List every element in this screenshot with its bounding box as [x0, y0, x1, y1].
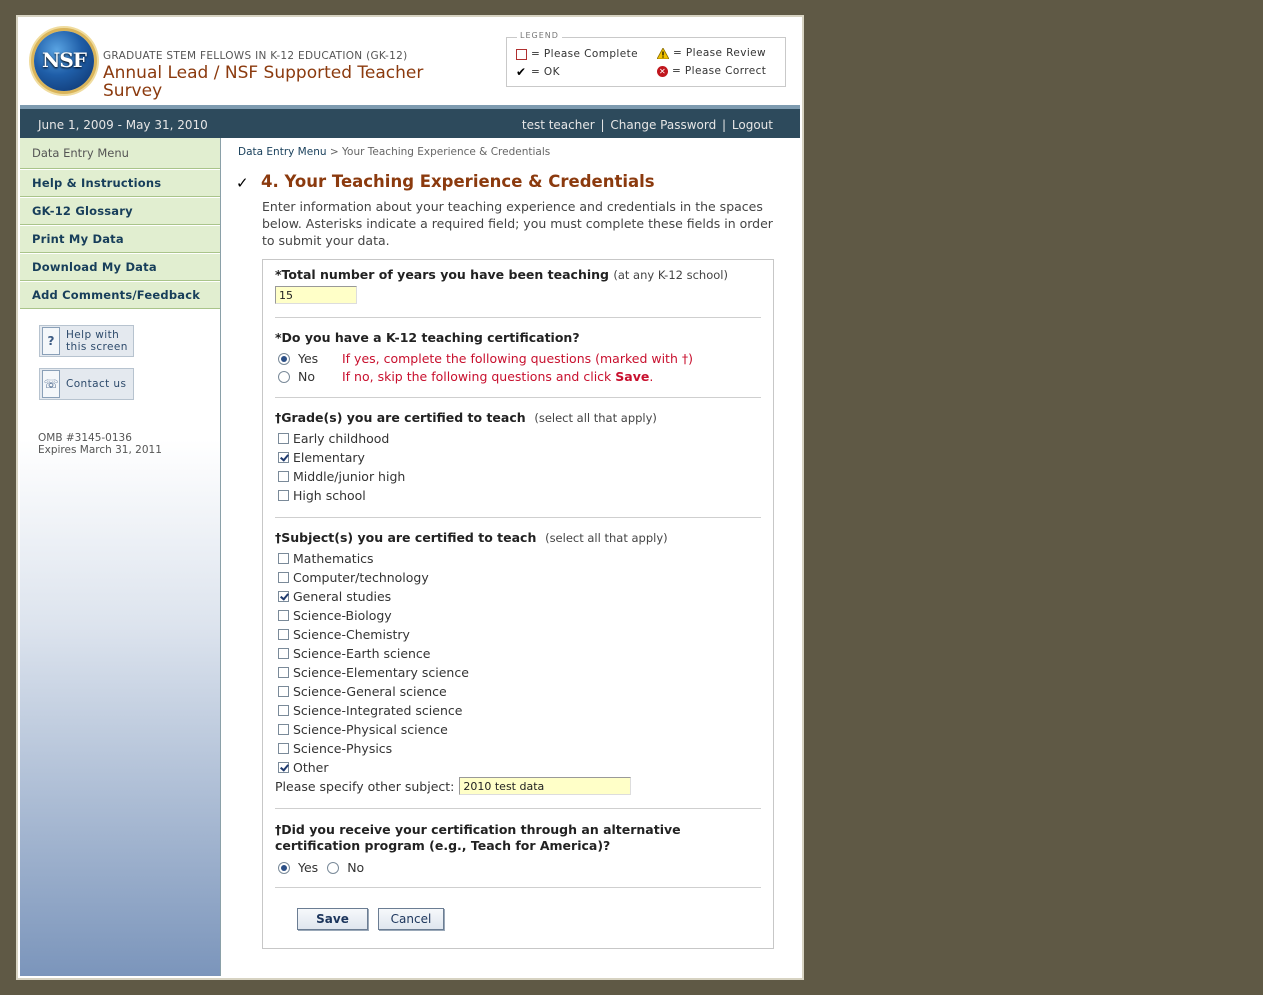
subject-label: Science-Physics: [293, 741, 393, 756]
subject-label: Science-Chemistry: [293, 627, 410, 642]
alt-cert-options: [278, 860, 364, 875]
divider: [275, 317, 761, 318]
certification-no-radio[interactable]: [278, 371, 290, 383]
question-certification: [275, 330, 761, 384]
legend-title: LEGEND: [517, 31, 562, 40]
grade-option[interactable]: [278, 469, 405, 484]
certification-yes-radio[interactable]: [278, 353, 290, 365]
legend-please-complete: [516, 48, 638, 60]
logout-link[interactable]: Logout: [731, 118, 773, 132]
question-years-teaching: [275, 267, 761, 283]
no-instruction: [342, 369, 653, 384]
breadcrumb: [238, 146, 550, 158]
subject-checkbox[interactable]: [278, 686, 289, 697]
user-nav: [522, 118, 773, 132]
grade-checkbox[interactable]: [278, 490, 289, 501]
sidebar-item-print-data[interactable]: Print My Data: [20, 226, 220, 253]
divider: [275, 397, 761, 398]
legend-ok: [516, 65, 560, 79]
contact-label: Contact us: [66, 378, 127, 390]
grade-label: Early childhood: [293, 431, 390, 446]
subject-option[interactable]: [278, 684, 447, 699]
subject-checkbox[interactable]: [278, 572, 289, 583]
question-subjects: [275, 530, 761, 794]
logo-text: NSF: [42, 48, 86, 72]
certification-no-option[interactable]: [278, 369, 653, 384]
question-hint: (at any K-12 school): [613, 268, 728, 282]
contact-us-button[interactable]: [39, 368, 134, 400]
subject-option[interactable]: [278, 760, 329, 775]
subject-checkbox[interactable]: [278, 629, 289, 640]
legend: [506, 31, 786, 87]
section-complete-check-icon: ✓: [236, 174, 249, 192]
no-instruction-save: Save: [615, 369, 650, 384]
subject-option[interactable]: [278, 703, 462, 718]
subject-checkbox[interactable]: [278, 553, 289, 564]
subject-option[interactable]: [278, 646, 431, 661]
yes-instruction: If yes, complete the following questions (marked with †): [342, 351, 693, 366]
sidebar-item-help-instructions[interactable]: Help & Instructions: [20, 170, 220, 197]
grade-checkbox[interactable]: [278, 452, 289, 463]
omb-expires: Expires March 31, 2011: [38, 444, 162, 456]
menu-title: Data Entry Menu: [20, 138, 220, 169]
subject-label: Science-Earth science: [293, 646, 431, 661]
grade-label: High school: [293, 488, 366, 503]
other-subject-input[interactable]: [459, 777, 631, 795]
program-name: GRADUATE STEM FELLOWS IN K-12 EDUCATION (GK-12): [103, 50, 408, 62]
subject-label: Computer/technology: [293, 570, 429, 585]
sidebar-item-add-comments[interactable]: Add Comments/Feedback: [20, 282, 220, 309]
alt-cert-yes-radio[interactable]: [278, 862, 290, 874]
help-with-screen-button[interactable]: [39, 325, 134, 357]
subject-option[interactable]: [278, 589, 391, 604]
nav-separator: |: [722, 118, 727, 132]
help-icon: ?: [42, 327, 60, 355]
subject-checkbox[interactable]: [278, 743, 289, 754]
subject-checkbox[interactable]: [278, 648, 289, 659]
page-intro: Enter information about your teaching experience and credentials in the spaces below. Asterisks indicate a required field; you must complete these fields in order to submit your data.: [262, 199, 773, 248]
grade-label: Middle/junior high: [293, 469, 406, 484]
sidebar-item-glossary[interactable]: GK-12 Glossary: [20, 198, 220, 225]
grade-option[interactable]: [278, 488, 366, 503]
top-bar: [20, 105, 800, 138]
page-frame: [16, 15, 804, 980]
grade-option[interactable]: [278, 431, 389, 446]
legend-ok-text: = OK: [531, 66, 560, 78]
legend-complete-text: = Please Complete: [531, 48, 638, 60]
divider: [275, 808, 761, 809]
question-label: [275, 530, 761, 546]
subject-label: Science-Physical science: [293, 722, 448, 737]
survey-title: Annual Lead / NSF Supported Teacher Survey: [103, 63, 424, 101]
subject-checkbox[interactable]: [278, 705, 289, 716]
certification-yes-option[interactable]: [278, 351, 693, 366]
subject-option[interactable]: [278, 665, 469, 680]
user-name-link[interactable]: test teacher: [521, 118, 595, 132]
subject-label: Other: [293, 760, 329, 775]
other-subject-row: [275, 777, 631, 795]
subject-option[interactable]: [278, 570, 429, 585]
sidebar-item-download-data[interactable]: Download My Data: [20, 254, 220, 281]
question-hint: (select all that apply): [545, 531, 668, 545]
subject-checkbox[interactable]: [278, 762, 289, 773]
yes-label: Yes: [298, 351, 319, 366]
subject-label: Science-Elementary science: [293, 665, 469, 680]
warning-icon: [657, 48, 669, 59]
nav-separator: |: [600, 118, 605, 132]
question-label-text: †Grade(s) you are certified to teach: [275, 410, 526, 425]
subject-label: Science-Biology: [293, 608, 392, 623]
survey-form: [262, 259, 774, 949]
omb-info: [38, 432, 162, 456]
question-grades: [275, 410, 761, 503]
question-hint: (select all that apply): [534, 411, 657, 425]
subject-checkbox[interactable]: [278, 724, 289, 735]
legend-please-review: [657, 47, 766, 59]
phone-icon: ☏: [42, 370, 60, 398]
grade-label: Elementary: [293, 450, 365, 465]
legend-review-text: = Please Review: [673, 47, 767, 59]
subject-label: Science-Integrated science: [293, 703, 463, 718]
subject-checkbox[interactable]: [278, 667, 289, 678]
legend-please-correct: [657, 65, 766, 77]
alt-cert-yes-label: Yes: [298, 860, 319, 875]
breadcrumb-root-link[interactable]: Data Entry Menu: [238, 146, 327, 158]
alt-cert-no-radio[interactable]: [327, 862, 339, 874]
grade-checkbox[interactable]: [278, 471, 289, 482]
breadcrumb-separator: >: [329, 146, 339, 158]
question-label: *Do you have a K-12 teaching certification?: [275, 330, 580, 345]
header: [20, 19, 800, 105]
question-label: †Did you receive your certification through an alternative certification program (e.g., Teach for America)?: [275, 822, 681, 853]
main-content: [220, 138, 800, 976]
no-label: No: [298, 369, 315, 384]
help-button-label: [66, 329, 128, 353]
subject-label: Science-General science: [293, 684, 447, 699]
subject-checkbox[interactable]: [278, 610, 289, 621]
cancel-button[interactable]: Cancel: [378, 908, 444, 930]
omb-number: OMB #3145-0136: [38, 432, 132, 444]
help-line-1: Help with: [66, 329, 120, 341]
subject-option[interactable]: [278, 722, 448, 737]
please-complete-icon: [516, 49, 527, 60]
change-password-link[interactable]: Change Password: [610, 118, 717, 132]
divider: [275, 887, 761, 888]
question-label-text: *Total number of years you have been teaching: [275, 267, 609, 282]
error-icon: ✕: [658, 66, 667, 76]
breadcrumb-current: Your Teaching Experience & Credentials: [342, 146, 551, 158]
sidebar: [20, 138, 221, 976]
date-range: June 1, 2009 - May 31, 2010: [38, 118, 208, 132]
nsf-logo: [34, 31, 94, 91]
subject-checkbox[interactable]: [278, 591, 289, 602]
subject-label: Mathematics: [293, 551, 374, 566]
help-line-2: this screen: [66, 341, 128, 353]
question-alternative-certification: [275, 822, 761, 875]
subject-option[interactable]: [278, 608, 392, 623]
subject-option[interactable]: [278, 741, 392, 756]
no-instruction-end: .: [649, 369, 654, 384]
question-label: [275, 410, 761, 426]
question-label-text: †Subject(s) you are certified to teach: [275, 530, 537, 545]
subject-option[interactable]: [278, 551, 374, 566]
divider: [275, 517, 761, 518]
page-title: 4. Your Teaching Experience & Credentials: [261, 172, 655, 191]
check-icon: ✔: [516, 65, 527, 79]
alt-cert-no-label: No: [347, 860, 365, 875]
save-button[interactable]: Save: [297, 908, 368, 930]
question-label: [275, 267, 761, 283]
legend-correct-text: = Please Correct: [672, 65, 767, 77]
subject-label: General studies: [293, 589, 392, 604]
grade-option[interactable]: [278, 450, 365, 465]
no-instruction-text: If no, skip the following questions and click: [342, 369, 612, 384]
years-teaching-input[interactable]: [275, 286, 357, 304]
grade-checkbox[interactable]: [278, 433, 289, 444]
subject-option[interactable]: [278, 627, 410, 642]
other-subject-label: Please specify other subject:: [275, 778, 455, 794]
